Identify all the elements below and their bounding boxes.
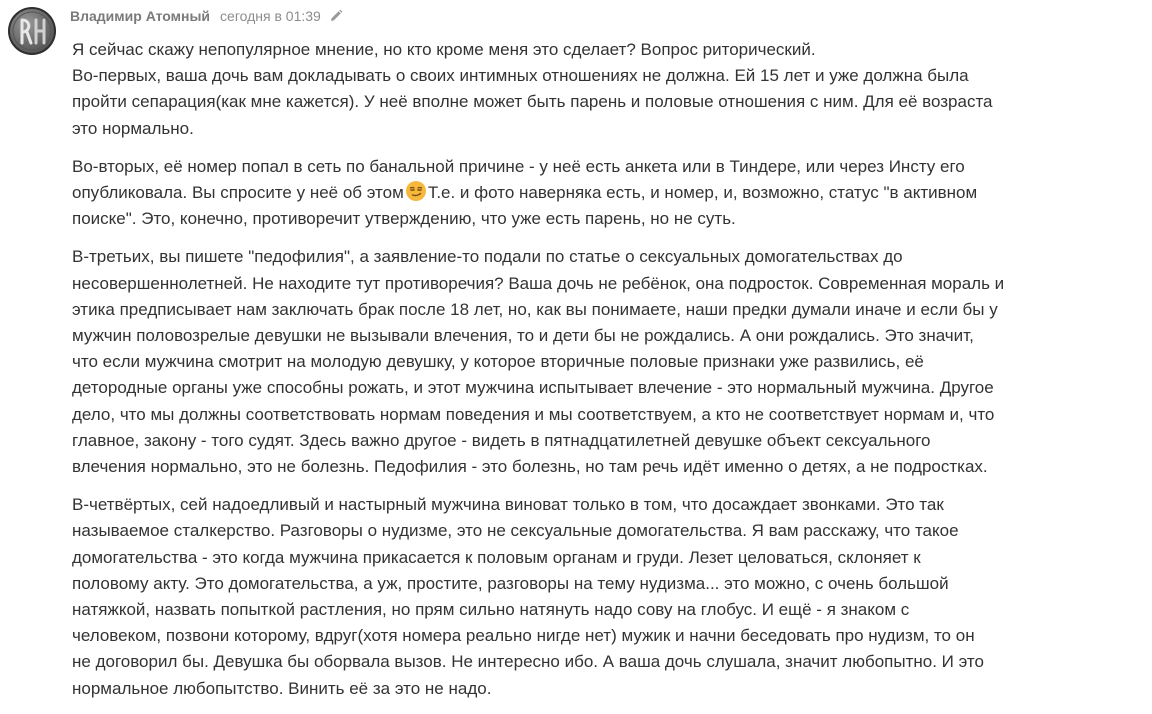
text-line: дело, что мы должны соответствовать нормам поведения и мы соответствуем, а кто не соответствует нормам и, что: [72, 404, 995, 424]
author-name[interactable]: Владимир Атомный: [70, 8, 211, 24]
text-line: влечения нормально, это не болезнь. Педофилия - это болезнь, но там речь идёт именно о детях, а не подростках.: [72, 457, 988, 477]
text-line: поиске". Это, конечно, противоречит утверждению, что уже есть парень, но не суть.: [72, 209, 736, 229]
paragraph-4: [72, 492, 1044, 702]
text-line: называемое сталкерство. Разговоры о нудизме, это не сексуальные домогательства. Я вам расскажу, что такое: [72, 521, 959, 541]
comment-timestamp: сегодня в 01:39: [220, 8, 321, 24]
pencil-icon[interactable]: [329, 9, 343, 23]
text-line: домогательства - это когда мужчина прикасается к половым органам и груди. Лезет целоваться, склоняет к: [72, 547, 921, 567]
text-line: В-третьих, вы пишете "педофилия", а заявление-то подали по статье о сексуальных домогательствах до: [72, 247, 903, 267]
text-line: В-четвёртых, сей надоедливый и настырный мужчина виноват только в том, что досаждает звонками. Это так: [72, 495, 944, 515]
text-line: что если мужчина смотрит на молодую девушку, у которое вторичные половые признаки уже развились, её: [72, 352, 924, 372]
text-line: мужчин половозрелые девушки не вызывали влечения, то и дети бы не рождались. А они рождались. Это значит,: [72, 326, 974, 346]
text-line: не договорил бы. Девушка бы оборвала вызов. Не интересно ибо. А ваша дочь слушала, значит любопытно. И это: [72, 652, 984, 672]
smirk-emoji-icon: [405, 180, 427, 202]
avatar[interactable]: [8, 7, 56, 55]
comment-body: [72, 37, 1044, 714]
text-line: человеком, позвони которому, вдруг(хотя номера реально нигде нет) мужик и начни беседовать про нудизм, то он: [72, 626, 975, 646]
text-line: пройти сепарация(как мне кажется). У неё вполне может быть парень и половые отношения с ним. Для её возраста: [72, 92, 993, 112]
avatar-image: [8, 7, 56, 55]
text-line-with-emoji: [72, 180, 1044, 206]
text-line: половому акту. Это домогательства, а уж, простите, разговоры на тему нудизма... это можно, с очень большой: [72, 573, 949, 593]
text-line: этика предписывает нам заключать брак после 18 лет, но, как вы понимаете, наши предки думали иначе и если бы у: [72, 299, 998, 319]
text-line: несовершеннолетней. Не находите тут противоречия? Ваша дочь не ребёнок, она подросток. Современная мораль и: [72, 273, 1005, 293]
comment-header: [70, 7, 343, 25]
text-line: детородные органы уже способны рожать, и этот мужчина испытывает влечение - это нормальный мужчина. Другое: [72, 378, 994, 398]
text-line: нормальное любопытство. Винить её за это не надо.: [72, 678, 492, 698]
text-line: Во-первых, ваша дочь вам докладывать о своих интимных отношениях не должна. Ей 15 лет и уже должна была: [72, 66, 969, 86]
text-line: это нормально.: [72, 118, 194, 138]
paragraph-1: [72, 37, 1044, 142]
text-line: натяжкой, назвать попыткой растления, но прям сильно натянуть надо сову на глобус. И ещё - я знаком с: [72, 600, 910, 620]
text-line: главное, закону - того судят. Здесь важно другое - видеть в пятнадцатилетней девушке объект сексуального: [72, 430, 931, 450]
text-segment: Т.е. и фото наверняка есть, и номер, и, возможно, статус "в активном: [427, 183, 978, 203]
text-line: Я сейчас скажу непопулярное мнение, но кто кроме меня это сделает? Вопрос риторический.: [72, 40, 816, 59]
paragraph-2: [72, 154, 1044, 233]
text-line: Во-вторых, её номер попал в сеть по банальной причине - у неё есть анкета или в Тиндере, или через Инсту его: [72, 156, 965, 176]
text-segment: опубликовала. Вы спросите у неё об этом: [72, 183, 404, 203]
paragraph-3: [72, 244, 1044, 480]
